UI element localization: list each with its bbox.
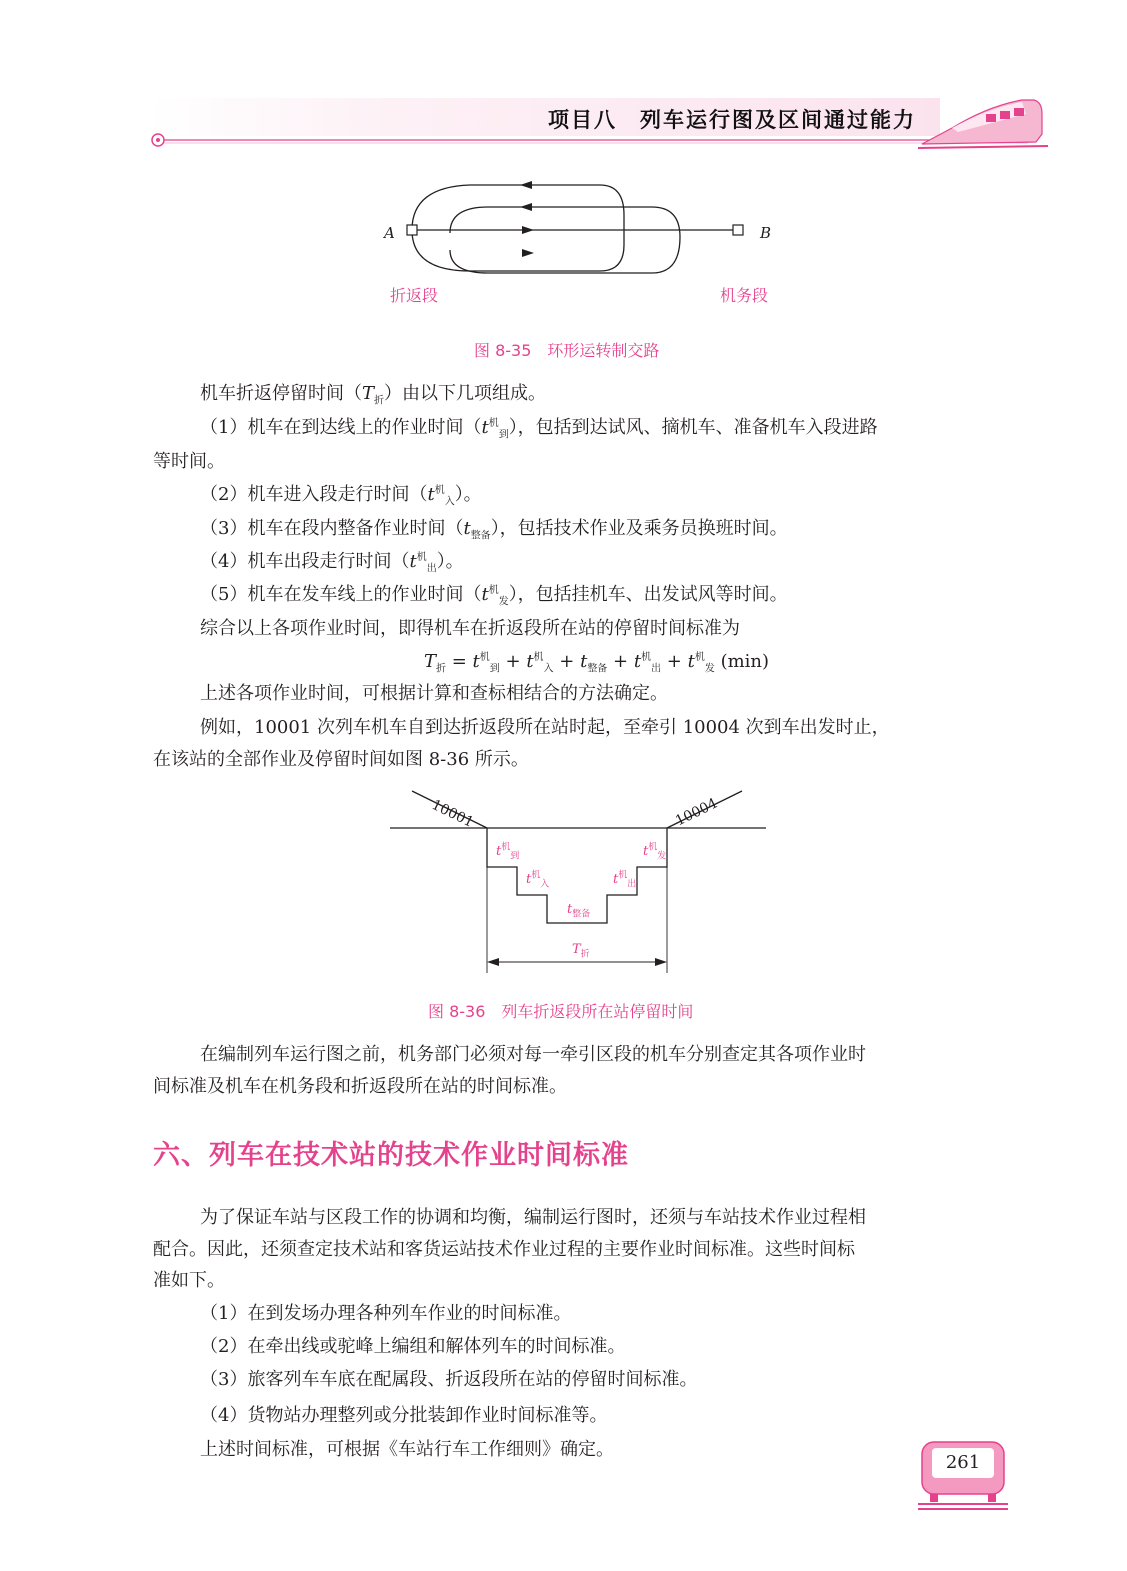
station-a-label: A bbox=[384, 224, 395, 242]
para-coordination-line-2: 配合。因此，还须查定技术站和客货运站技术作业过程的主要作业时间标准。这些时间标 bbox=[153, 1239, 855, 1260]
item-1: （1）机车在到达线上的作业时间$(t^机_到)$，包括到达试风、摘机车、准备机车入段进路 bbox=[200, 417, 878, 441]
figure-8-36-caption: 图 8-36 列车折返段所在站停留时间 bbox=[428, 1002, 694, 1021]
t-dao-label: $t^机_到$ bbox=[496, 842, 520, 862]
example-line-2: 在该站的全部作业及停留时间如图 8-36 所示。 bbox=[153, 749, 529, 770]
station-b-marker bbox=[733, 225, 743, 235]
para-standards-line-2: 间标准及机车在机务段和折返段所在站的时间标准。 bbox=[153, 1076, 567, 1097]
t-chu-label: $t^机_出$ bbox=[613, 870, 637, 890]
station-b-label: B bbox=[760, 224, 772, 242]
page-number-train-icon bbox=[918, 1438, 1008, 1513]
intro-line: 机车折返停留时间$(T_折)$由以下几项组成。 bbox=[200, 383, 547, 407]
train-10001-label: 10001 bbox=[428, 797, 477, 831]
section-heading: 六、列车在技术站的技术作业时间标准 bbox=[153, 1140, 629, 1171]
page-number: 261 bbox=[945, 1452, 981, 1473]
para-coordination-line-1: 为了保证车站与区段工作的协调和均衡，编制运行图时，还须与车站技术作业过程相 bbox=[200, 1207, 866, 1228]
t-total-label: $T_折$ bbox=[572, 942, 590, 960]
train-10004-label: 10004 bbox=[673, 795, 721, 830]
item-1-continued: 等时间。 bbox=[153, 451, 225, 472]
para-coordination-line-3: 准如下。 bbox=[153, 1270, 225, 1291]
figure-8-35-caption: 图 8-35 环形运转制交路 bbox=[474, 341, 660, 360]
standard-item-2: （2）在牵出线或驼峰上编组和解体列车的时间标准。 bbox=[200, 1336, 626, 1357]
standard-item-1: （1）在到发场办理各种列车作业的时间标准。 bbox=[200, 1303, 572, 1324]
formula: $T_折 = t^机_到 + t^机_入 + t_{整备} + t^机_出 + t^机_发$ (min) bbox=[424, 651, 770, 675]
label-locomotive-depot: 机务段 bbox=[720, 286, 769, 305]
t-ru-label: $t^机_入$ bbox=[526, 870, 550, 890]
item-4: （4）机车出段走行时间$(t^机_出)$。 bbox=[200, 551, 464, 575]
item-5: （5）机车在发车线上的作业时间$(t^机_发)$，包括挂机车、出发试风等时间。 bbox=[200, 584, 788, 608]
closing-line: 上述时间标准，可根据《车站行车工作细则》确定。 bbox=[200, 1439, 614, 1460]
method-line: 上述各项作业时间，可根据计算和查标相结合的方法确定。 bbox=[200, 683, 668, 704]
standard-item-4: （4）货物站办理整列或分批装卸作业时间标准等。 bbox=[200, 1405, 608, 1426]
summary-line: 综合以上各项作业时间，即得机车在折返段所在站的停留时间标准为 bbox=[200, 618, 740, 639]
item-3: （3）机车在段内整备作业时间$(t_{整备})$，包括技术作业及乘务员换班时间。 bbox=[200, 518, 788, 542]
item-2: （2）机车进入段走行时间$(t^机_入)$。 bbox=[200, 484, 482, 508]
example-line-1: 例如，10001 次列车机车自到达折返段所在站时起，至牵引 10004 次到车出发时止， bbox=[200, 717, 890, 738]
header-title: 项目八 列车运行图及区间通过能力 bbox=[548, 108, 916, 132]
t-fa-label: $t^机_发$ bbox=[643, 842, 667, 862]
para-standards-line-1: 在编制列车运行图之前，机务部门必须对每一牵引区段的机车分别查定其各项作业时 bbox=[200, 1044, 866, 1065]
train-icon bbox=[918, 92, 1053, 152]
label-turnback-depot: 折返段 bbox=[390, 286, 439, 305]
station-a-marker bbox=[407, 225, 417, 235]
standard-item-3: （3）旅客列车车底在配属段、折返段所在站的停留时间标准。 bbox=[200, 1369, 698, 1390]
t-zhengbei-label: $t_{整备}$ bbox=[567, 902, 591, 920]
